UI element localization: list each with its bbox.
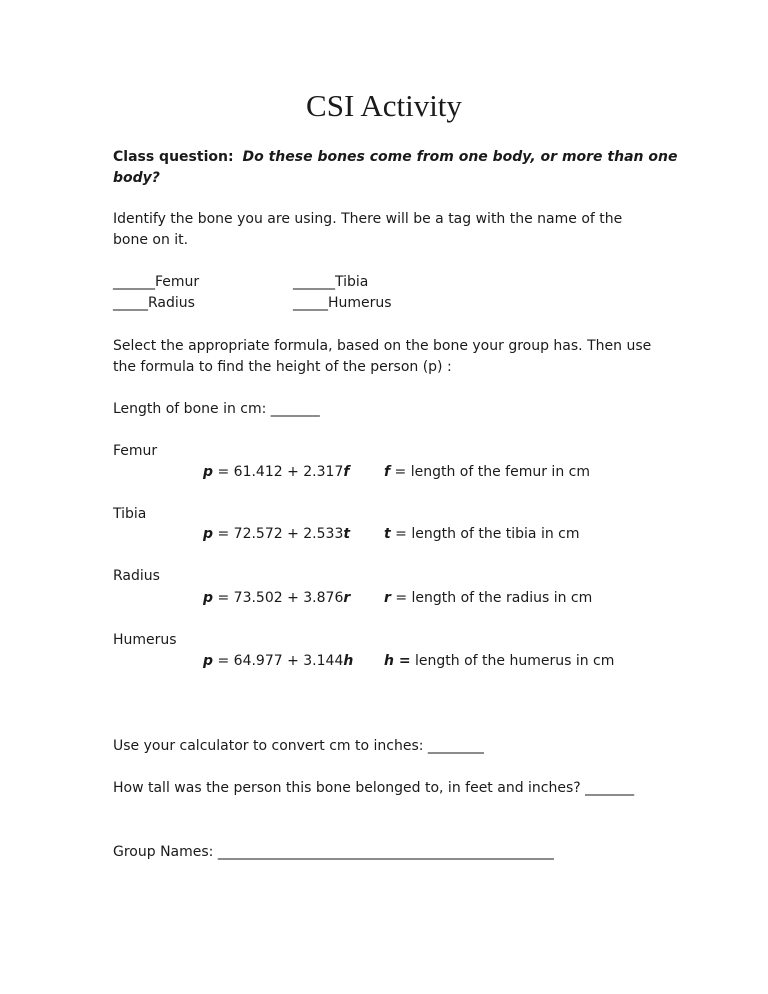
bone-option-blank: _____ <box>293 295 328 311</box>
definition-text: = length of the tibia in cm <box>390 526 580 542</box>
bone-option-name: Tibia <box>335 274 369 290</box>
height-feet-inches-field[interactable]: How tall was the person this bone belonged to, in feet and inches? _______ <box>113 780 635 796</box>
bone-option-radius[interactable] <box>113 293 195 314</box>
formula-bone-label: Humerus <box>113 632 177 648</box>
length-of-bone-field[interactable]: Length of bone in cm: _______ <box>113 401 320 417</box>
group-names-field[interactable]: Group Names: ________________________________________________ <box>113 844 554 860</box>
formula-equation <box>203 462 349 483</box>
class-question-label: Class question: <box>113 149 234 165</box>
formula-bone-label: Femur <box>113 443 158 459</box>
formula-definition <box>384 588 592 609</box>
bone-variable: h <box>343 653 354 669</box>
bone-option-name: Femur <box>155 274 200 290</box>
bone-option-name: Radius <box>148 295 195 311</box>
formula-definition <box>384 462 590 483</box>
formula-definition <box>384 651 614 672</box>
bone-variable: f <box>343 464 350 480</box>
formula-bone-label: Tibia <box>113 506 147 522</box>
page-title: CSI Activity <box>306 88 462 123</box>
formula-equation <box>203 588 350 609</box>
bone-option-blank: _____ <box>113 295 148 311</box>
height-variable: p <box>203 464 214 480</box>
class-question-line-1 <box>113 147 677 168</box>
height-variable: p <box>203 590 214 606</box>
bone-option-humerus[interactable] <box>293 293 392 314</box>
identify-instruction-line-1: Identify the bone you are using. There will be a tag with the name of the <box>113 211 623 227</box>
formula-equation <box>203 651 353 672</box>
formula-expression: = 72.572 + 2.533 <box>213 526 344 542</box>
height-variable: p <box>203 653 214 669</box>
class-question-line-2: body? <box>113 170 160 186</box>
definition-variable: h = <box>384 653 411 669</box>
bone-option-blank: ______ <box>293 274 335 290</box>
bone-variable: r <box>343 590 351 606</box>
formula-expression: = 73.502 + 3.876 <box>213 590 344 606</box>
formula-bone-label: Radius <box>113 568 160 584</box>
formula-expression: = 64.977 + 3.144 <box>213 653 344 669</box>
bone-variable: t <box>343 526 351 542</box>
definition-text: length of the humerus in cm <box>410 653 615 669</box>
bone-option-name: Humerus <box>328 295 392 311</box>
bone-option-tibia[interactable] <box>293 272 368 293</box>
definition-variable: t <box>384 526 391 542</box>
definition-variable: r <box>384 590 391 606</box>
definition-variable: f <box>384 464 391 480</box>
height-variable: p <box>203 526 214 542</box>
definition-text: = length of the radius in cm <box>390 590 593 606</box>
class-question-text: Do these bones come from one body, or more than one <box>242 149 678 165</box>
definition-text: = length of the femur in cm <box>390 464 590 480</box>
identify-instruction-line-2: bone on it. <box>113 232 189 248</box>
formula-equation <box>203 524 350 545</box>
bone-option-femur[interactable] <box>113 272 199 293</box>
select-instruction-line-2: the formula to find the height of the person (p) : <box>113 359 452 375</box>
convert-inches-field[interactable]: Use your calculator to convert cm to inches: ________ <box>113 738 484 754</box>
bone-option-blank: ______ <box>113 274 155 290</box>
formula-definition <box>384 524 580 545</box>
select-instruction-line-1: Select the appropriate formula, based on the bone your group has. Then use <box>113 338 652 354</box>
formula-expression: = 61.412 + 2.317 <box>213 464 344 480</box>
